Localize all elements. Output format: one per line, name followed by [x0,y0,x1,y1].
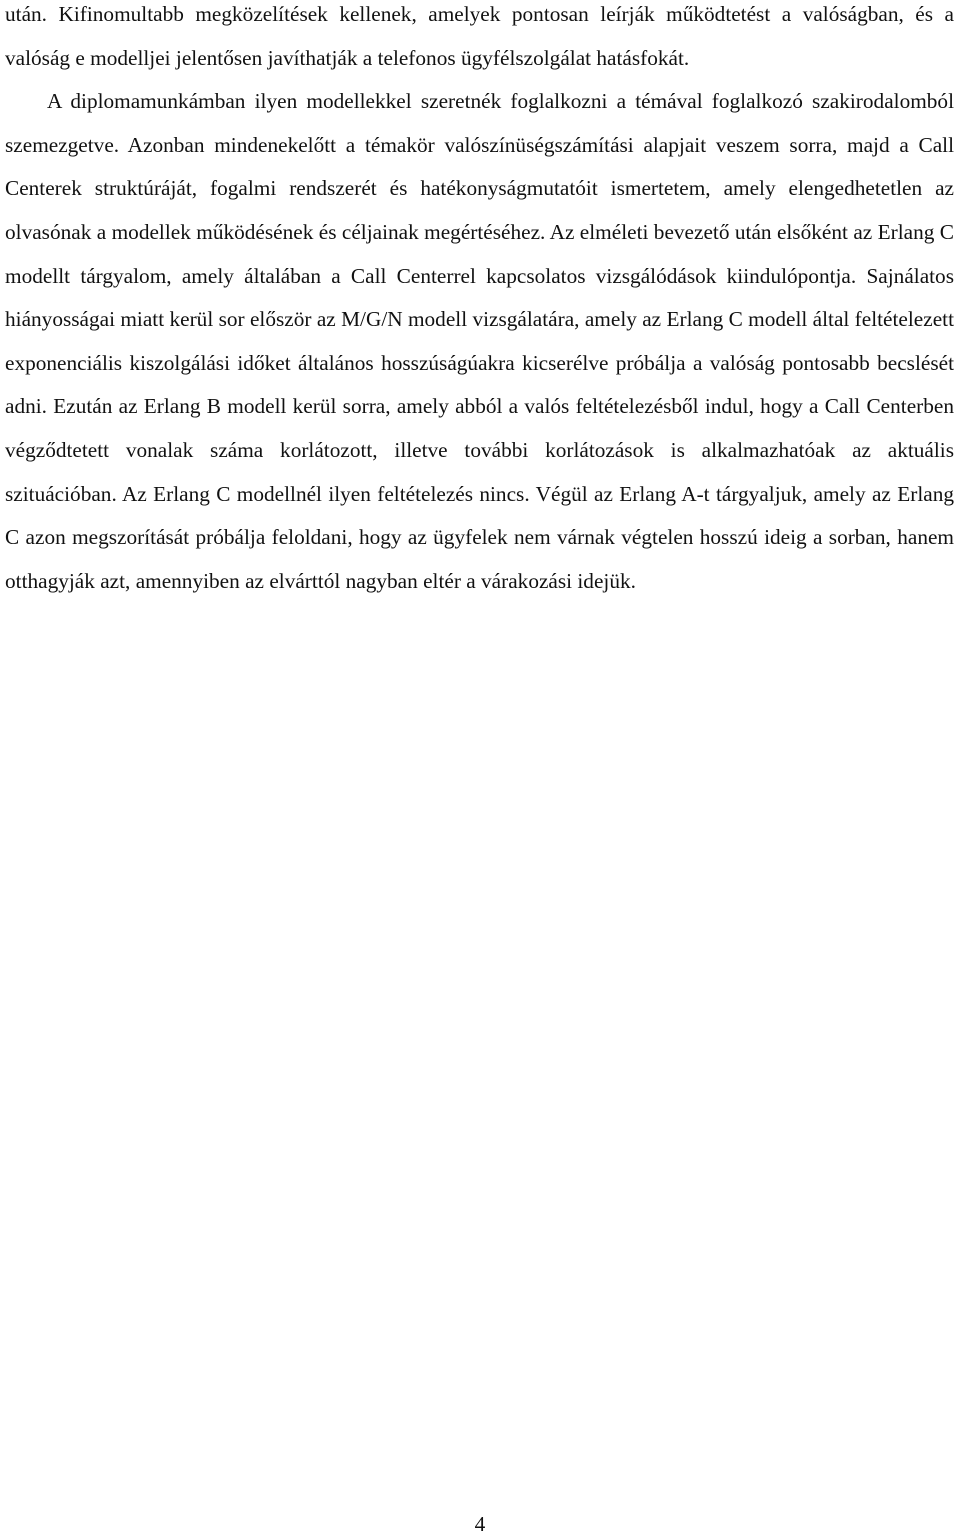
paragraph-thesis-overview: A diplomamunkámban ilyen modellekkel szeretnék foglalkozni a témával foglalkozó szakirodalomból szemezgetve. Azonban mindenekelőtt a témakör valószínüségszámítási alapjait veszem sorra, majd a Call Centerek struktúráját, fogalmi rendszerét és hatékonyságmutatóit ismertetem, amely elengedhetetlen az olvasónak a modellek működésének és céljainak megértéséhez. Az elméleti bevezető után elsőként az Erlang C modellt tárgyalom, amely általában a Call Centerrel kapcsolatos vizsgálódások kiindulópontja. Sajnálatos hiányosságai miatt kerül sor először az M/G/N modell vizsgálatára, amely az Erlang C modell által feltételezett exponenciális kiszolgálási időket általános hosszúságúakra kicserélve próbálja a valóság pontosabb becslését adni. Ezután az Erlang B modell kerül sorra, amely abból a valós feltételezésből indul, hogy a Call Centerben végződtetett vonalak száma korlátozott, illetve további korlátozások is alkalmazhatóak az aktuális szituációban. Az Erlang C modellnél ilyen feltételezés nincs. Végül az Erlang A-t tárgyaljuk, amely az Erlang C azon megszorítását próbálja feloldani, hogy az ügyfelek nem várnak végtelen hosszú ideig a sorban, hanem otthagyják azt, amennyiben az elvárttól nagyban eltér a várakozási idejük. [5,89,954,593]
page-number: 4 [474,1512,486,1536]
body-text [5,0,954,603]
paragraph-continuation: után. Kifinomultabb megközelítések kellenek, amelyek pontosan leírják működtetést a valóságban, és a valóság e modelljei jelentősen javíthatják a telefonos ügyfélszolgálat hatásfokát. [5,2,954,70]
